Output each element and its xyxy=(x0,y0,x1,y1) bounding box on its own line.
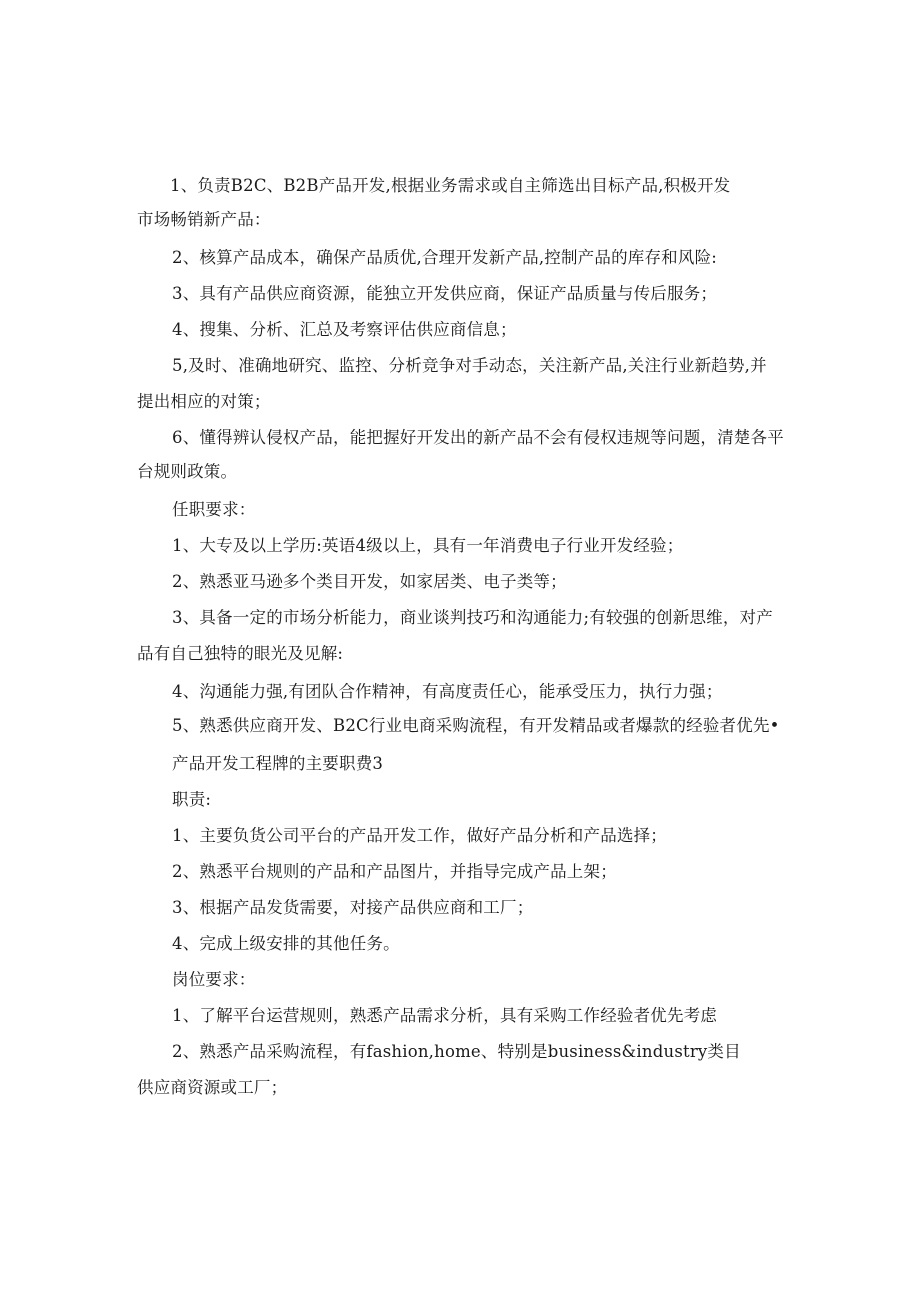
duty-6-line-1: 6、懂得辨认侵权产品，能把握好开发出的新产品不会有侵权违规等问题，清楚各平 xyxy=(172,428,784,447)
requirement-4: 4、沟通能力强,有团队合作精神，有高度责任心，能承受压力，执行力强； xyxy=(172,682,723,701)
duty-6-line-2: 台规则政策。 xyxy=(137,462,238,481)
requirement-2: 2、熟悉亚马逊多个类目开发，如家居类、电子类等； xyxy=(172,572,567,591)
duty-item-4: 4、完成上级安排的其他任务。 xyxy=(172,934,400,953)
section-heading-requirements: 任职要求： xyxy=(172,500,256,519)
duty-3: 3、具有产品供应商资源，能独立开发供应商，保证产品质量与传后服务； xyxy=(172,284,718,303)
section-title: 产品开发工程牌的主要职费3 xyxy=(172,754,384,773)
duty-5-line-1: 5,及时、准确地研究、监控、分析竞争对手动态，关注新产品,关注行业新趋势,并 xyxy=(172,356,767,375)
requirement-3-line-1: 3、具备一定的市场分析能力，商业谈判技巧和沟通能力;有较强的创新思维，对产 xyxy=(172,608,773,627)
section-heading-duties: 职责: xyxy=(172,790,212,809)
duty-2: 2、核算产品成本，确保产品质优,合理开发新产品,控制产品的库存和风险: xyxy=(172,248,718,267)
duty-item-3: 3、根据产品发货需要，对接产品供应商和工厂； xyxy=(172,898,534,917)
duty-item-2: 2、熟悉平台规则的产品和产品图片，并指导完成产品上架； xyxy=(172,862,617,881)
position-requirement-2-line-1: 2、熟悉产品采购流程，有fashion,home、特别是business&industry类目 xyxy=(172,1042,741,1061)
requirement-1: 1、大专及以上学历:英语4级以上，具有一年消费电子行业开发经验； xyxy=(172,536,684,555)
duty-4: 4、搜集、分析、汇总及考察评估供应商信息； xyxy=(172,320,517,339)
requirement-5: 5、熟悉供应商开发、B2C行业电商采购流程，有开发精品或者爆款的经验者优先• xyxy=(172,716,780,735)
section-heading-position-requirements: 岗位要求： xyxy=(172,970,256,989)
duty-5-line-2: 提出相应的对策； xyxy=(137,392,271,411)
position-requirement-1: 1、了解平台运营规则，熟悉产品需求分析，具有采购工作经验者优先考虑 xyxy=(172,1006,718,1025)
duty-1-line-1: 1、负责B2C、B2B产品开发,根据业务需求或自主筛选出目标产品,积极开发 xyxy=(170,176,731,195)
duty-item-1: 1、主要负货公司平台的产品开发工作，做好产品分析和产品选择； xyxy=(172,826,667,845)
duty-1-line-2: 市场畅销新产品： xyxy=(137,210,271,229)
requirement-3-line-2: 品有自己独特的眼光及见解: xyxy=(137,644,344,663)
position-requirement-2-line-2: 供应商资源或工厂； xyxy=(137,1078,288,1097)
